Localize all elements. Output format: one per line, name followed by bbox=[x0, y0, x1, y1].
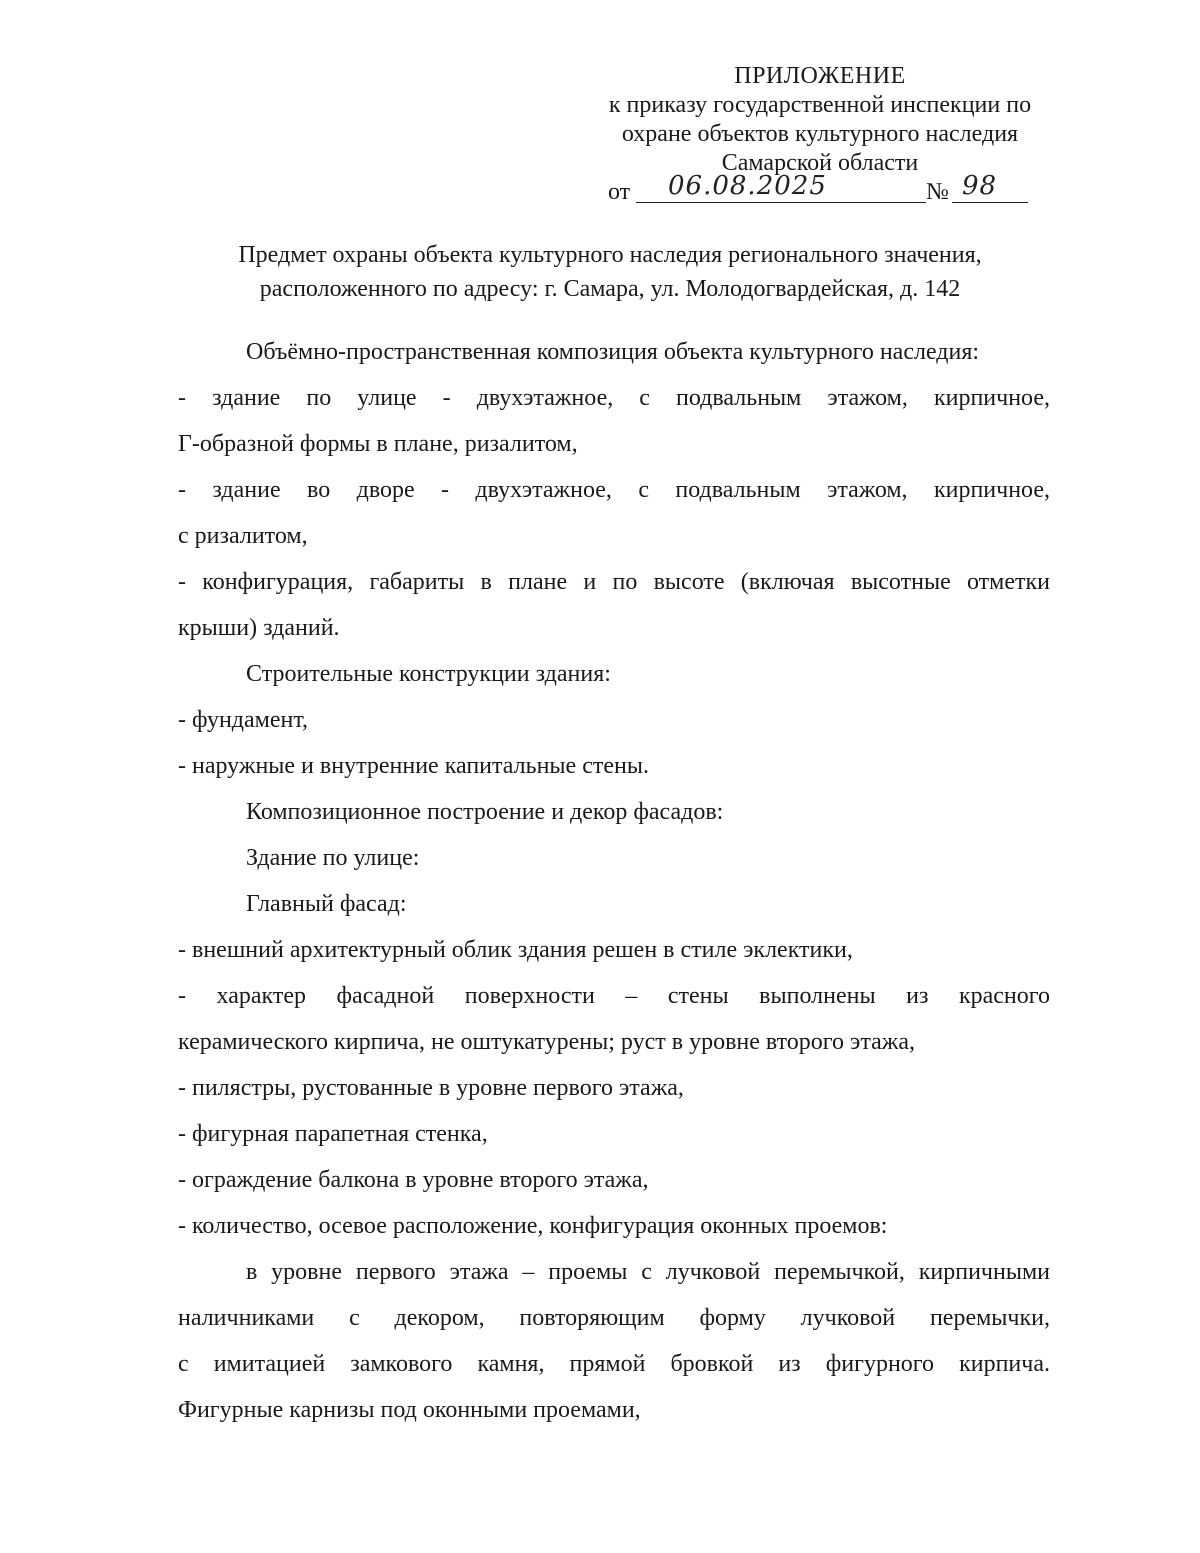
handwritten-number: 98 bbox=[962, 171, 998, 201]
title-line: Предмет охраны объекта культурного наследия регионального значения, bbox=[238, 242, 982, 268]
document-title bbox=[170, 238, 1050, 306]
paragraph-line: - здание во дворе - двухэтажное, с подвальным этажом, кирпичное, bbox=[178, 477, 1050, 503]
paragraph-line: Г-образной формы в плане, ризалитом, bbox=[178, 431, 578, 457]
paragraph-line: - конфигурация, габариты в плане и по высоте (включая высотные отметки bbox=[178, 569, 1050, 595]
title-line: расположенного по адресу: г. Самара, ул. Молодогвардейская, д. 142 bbox=[259, 276, 961, 302]
appendix-line: охране объектов культурного наследия bbox=[621, 121, 1019, 147]
paragraph-line: крыши) зданий. bbox=[178, 615, 340, 641]
paragraph-line: Здание по улице: bbox=[246, 845, 420, 871]
paragraph-line: Строительные конструкции здания: bbox=[246, 661, 611, 687]
paragraph-line: - количество, осевое расположение, конфигурация оконных проемов: bbox=[178, 1213, 888, 1239]
paragraph-line: - фигурная парапетная стенка, bbox=[178, 1121, 488, 1147]
paragraph-line: - характер фасадной поверхности – стены выполнены из красного bbox=[178, 983, 1050, 1009]
paragraph-line: - фундамент, bbox=[178, 707, 309, 733]
paragraph-line: - наружные и внутренние капитальные стены. bbox=[178, 753, 649, 779]
paragraph-line: - пилястры, рустованные в уровне первого этажа, bbox=[178, 1075, 684, 1101]
paragraph-line: Композиционное построение и декор фасадов: bbox=[246, 799, 724, 825]
handwritten-date: 06.08.2025 bbox=[668, 171, 827, 201]
number-underline bbox=[952, 202, 1028, 203]
paragraph-line: Объёмно-пространственная композиция объекта культурного наследия: bbox=[246, 339, 980, 365]
paragraph-line: в уровне первого этажа – проемы с лучковой перемычкой, кирпичными bbox=[246, 1259, 1050, 1285]
number-prefix: № bbox=[926, 179, 949, 205]
paragraph-line: - внешний архитектурный облик здания решен в стиле эклектики, bbox=[178, 937, 853, 963]
paragraph-line: наличниками с декором, повторяющим форму лучковой перемычки, bbox=[178, 1305, 1050, 1331]
paragraph-line: с ризалитом, bbox=[178, 523, 308, 549]
appendix-line: Самарской области bbox=[721, 150, 919, 176]
appendix-line: к приказу государственной инспекции по bbox=[608, 92, 1032, 118]
paragraph-line: - здание по улице - двухэтажное, с подвальным этажом, кирпичное, bbox=[178, 385, 1050, 411]
paragraph-line: Фигурные карнизы под оконными проемами, bbox=[178, 1397, 641, 1423]
paragraph-line: - ограждение балкона в уровне второго этажа, bbox=[178, 1167, 649, 1193]
appendix-title: ПРИЛОЖЕНИЕ bbox=[734, 63, 906, 89]
appendix-header bbox=[560, 62, 1080, 208]
paragraph-line: с имитацией замкового камня, прямой бровкой из фигурного кирпича. bbox=[178, 1351, 1050, 1377]
date-underline bbox=[636, 202, 926, 203]
paragraph-line: керамического кирпича, не оштукатурены; руст в уровне второго этажа, bbox=[178, 1029, 916, 1055]
date-prefix: от bbox=[608, 179, 631, 205]
paragraph-line: Главный фасад: bbox=[246, 891, 407, 917]
order-date-number-line bbox=[560, 171, 1080, 208]
